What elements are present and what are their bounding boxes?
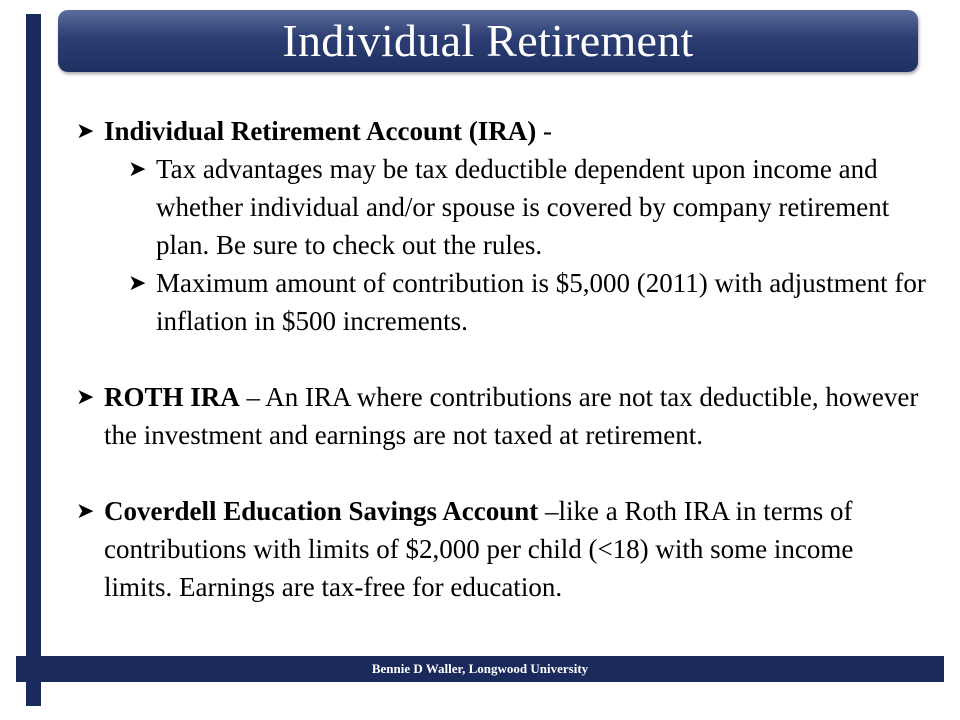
arrow-bullet-icon: ➤: [76, 498, 95, 523]
bullet-roth-term: ROTH IRA: [104, 382, 240, 412]
left-accent-bar: [26, 14, 41, 706]
bullet-ira-term: Individual Retirement Account (IRA): [104, 116, 537, 146]
arrow-bullet-icon: ➤: [76, 118, 95, 143]
arrow-bullet-icon: ➤: [128, 156, 147, 181]
bullet-coverdell-term: Coverdell Education Savings Account: [104, 496, 539, 526]
sub-bullet-max-contribution: [128, 264, 926, 340]
spacer: [76, 454, 926, 492]
sub-bullet-tax-advantages: [128, 150, 926, 264]
bullet-roth: [76, 378, 926, 454]
footer-bar: [16, 656, 944, 682]
bullet-roth-rest: – An IRA where contributions are not tax deductible, however the investment and earnings are not taxed at retirement.: [104, 382, 919, 450]
sub-bullet-tax-advantages-text: Tax advantages may be tax deductible dependent upon income and whether individual and/or spouse is covered by company retirement plan. Be sure to check out the rules.: [156, 154, 890, 260]
title-banner: [58, 10, 918, 72]
sub-bullet-max-contribution-text: Maximum amount of contribution is $5,000 (2011) with adjustment for inflation in $500 increments.: [156, 268, 926, 336]
arrow-bullet-icon: ➤: [128, 270, 147, 295]
bullet-coverdell-rest: –like a Roth IRA in terms of contributions with limits of $2,000 per child (<18) with some income limits. Earnings are tax-free for education.: [104, 496, 854, 602]
bullet-ira: [76, 112, 926, 150]
arrow-bullet-icon: ➤: [76, 384, 95, 409]
footer-credit: Bennie D Waller, Longwood University: [371, 661, 589, 676]
bullet-coverdell: [76, 492, 926, 606]
slide-content: [76, 112, 926, 606]
bullet-ira-rest: -: [536, 116, 553, 146]
slide-title: Individual Retirement: [282, 15, 694, 66]
spacer: [76, 340, 926, 378]
